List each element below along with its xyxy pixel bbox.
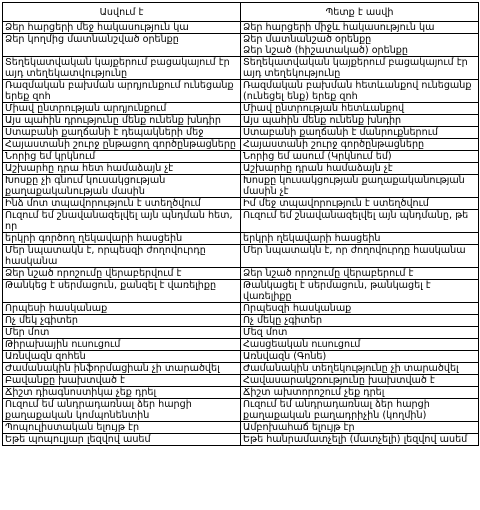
said-cell: Պոպուլիստական ելույթ էր — [3, 422, 241, 434]
table-row — [3, 115, 479, 127]
should-say-cell: Հայաստանի շուրջ գործընթացները — [241, 139, 479, 151]
table-row — [3, 399, 479, 422]
said-cell: Ռազմական բախման արդյունքում ունեցանք երեք զոհ — [3, 80, 241, 103]
should-say-cell: Այս պահին մենք ունենք խնդիր — [241, 115, 479, 127]
should-say-cell: երկրի ղեկավարի հասցեին — [241, 233, 479, 245]
said-cell: Ձեր հարցերի մեջ հակասություն կա — [3, 22, 241, 34]
should-say-cell: Ձեր նշած որոշումը վերաբերում է — [241, 268, 479, 280]
should-say-cell: Մեր նպատակն է, որ ժողովուրդը հասկանա — [241, 245, 479, 268]
should-say-cell: Ոչ մեկը չգիտեր — [241, 315, 479, 327]
should-say-cell: Տեղեկատվական կայքերում բացակայում էր այդ տեղեկությունը — [241, 57, 479, 80]
said-cell: Թանկեց է սերմացուն, քանզել է վառելիքը — [3, 280, 241, 303]
table-row — [3, 245, 479, 268]
column-header-said: Ասվում է — [3, 3, 241, 22]
should-say-cell: Աշխարհը դրան համաձայն չէ — [241, 163, 479, 175]
table-row — [3, 434, 479, 446]
table-row — [3, 198, 479, 210]
table-row — [3, 210, 479, 233]
should-say-cell: Ուզում եմ շնավանազելվել այն պնդմանը, թե — [241, 210, 479, 233]
should-say-cell: Ձեր մատնանշած օրենքը Ձեր նշած (հիշատակած) օրենքը — [241, 34, 479, 57]
column-header-should-say: Պետք է ասվի — [241, 3, 479, 22]
table-row — [3, 303, 479, 315]
table-row — [3, 280, 479, 303]
should-say-cell: Առնվազն (Գոնե) — [241, 351, 479, 363]
said-cell: Հայաստանի շուրջ ընթացող գործընթացները — [3, 139, 241, 151]
said-cell: Որպեսի հասկանաք — [3, 303, 241, 315]
table-row — [3, 34, 479, 57]
should-say-cell: Միավ ընտրության հետևանքով — [241, 103, 479, 115]
said-cell: Ժամանակին ինֆորմացիան չի տարածվել — [3, 363, 241, 375]
should-say-cell: Խոսքը կուսակցության քաղաքականության մասին չէ — [241, 175, 479, 198]
table-row — [3, 351, 479, 363]
should-say-cell: Ձեր հարցերի միջև հակասություն կա — [241, 22, 479, 34]
said-cell: Ինձ մոտ տպավորություն է ստեղծվում — [3, 198, 241, 210]
table-row — [3, 175, 479, 198]
table-row — [3, 233, 479, 245]
said-cell: Ձեր կողմից մատնանշված օրենքը — [3, 34, 241, 57]
should-say-cell: Ճիշտ ախտորոշում չեք դրել — [241, 387, 479, 399]
said-cell: Թիրախային ուսուցում — [3, 339, 241, 351]
should-say-cell: Ամբոխահաճ ելույթ էր — [241, 422, 479, 434]
table-row — [3, 22, 479, 34]
table-row — [3, 375, 479, 387]
table-row — [3, 57, 479, 80]
table-row — [3, 422, 479, 434]
should-say-cell: Մեզ մոտ — [241, 327, 479, 339]
should-say-cell: Եթե հանրամատչելի (մատչելի) լեզվով ասեմ — [241, 434, 479, 446]
said-cell: Ոչ մեկ չգիտեր — [3, 315, 241, 327]
said-cell: Միավ ընտրության արդյունքում — [3, 103, 241, 115]
table-row — [3, 103, 479, 115]
said-cell: Ուզում եմ անդրադառնալ ձեր հարցի քաղաքական կոմպոնենտին — [3, 399, 241, 422]
table-row — [3, 339, 479, 351]
should-say-cell: Ռազմական բախման հետևանքով ունեցանք (ունեցել ենք) երեք զոհ — [241, 80, 479, 103]
should-say-cell: Ստաբանի քաղճանի է մանրուքներում — [241, 127, 479, 139]
should-say-cell: Հասցեական ուսուցում — [241, 339, 479, 351]
said-cell: Աշխարհը դրա հետ համաձայն չէ — [3, 163, 241, 175]
said-cell: Ուզում եմ շնավանազելվել այն պնդման հետ, որ — [3, 210, 241, 233]
table-row — [3, 139, 479, 151]
table-row — [3, 363, 479, 375]
said-cell: երկրի գործող ղեկավարի հասցեին — [3, 233, 241, 245]
table-row — [3, 151, 479, 163]
said-cell: Մեր նպատակն է, որպեսզի ժողովուրդը հասկանա — [3, 245, 241, 268]
table-body — [3, 22, 479, 446]
table-row — [3, 327, 479, 339]
should-say-cell: Ուզում եմ անդրադառնալ ձեր հարցի քաղաքական բաղադրիչին (կողմին) — [241, 399, 479, 422]
said-cell: Եթե պոպուլյար լեզվով ասեմ — [3, 434, 241, 446]
said-cell: Նորից եմ կրկնում — [3, 151, 241, 163]
said-cell: Ճիշտ դիագնոստիկա չեք դրել — [3, 387, 241, 399]
said-cell: Տեղեկատվական կայքերում բացակայում էր այդ տեղեկատվությունը — [3, 57, 241, 80]
should-say-cell: Հավասարակշռությունը խախտված է — [241, 375, 479, 387]
said-cell: Մեր մոտ — [3, 327, 241, 339]
table-row — [3, 127, 479, 139]
table-row — [3, 387, 479, 399]
table-row — [3, 80, 479, 103]
said-cell: Այս պահին դրությունը մենք ունենք խնդիր — [3, 115, 241, 127]
table-header-row — [3, 3, 479, 22]
should-say-cell: Թանկացել է սերմացուն, թանկացել է վառելիքը — [241, 280, 479, 303]
said-cell: Առնվազն զոհեն — [3, 351, 241, 363]
table-row — [3, 315, 479, 327]
said-cell: Խոսքը չի գնում կուսակցության քաղաքականության մասին — [3, 175, 241, 198]
said-cell: Բավանքը խախտված է — [3, 375, 241, 387]
should-say-cell: Որպեսզի հասկանաք — [241, 303, 479, 315]
said-cell: Ստաբանի քաղճանի է դեպակների մեջ — [3, 127, 241, 139]
table-row — [3, 268, 479, 280]
should-say-cell: Նորից եմ ասում (Կրկնում եմ) — [241, 151, 479, 163]
should-say-cell: Ժամանակին տեղեկությունը չի տարածվել — [241, 363, 479, 375]
phrase-correction-table — [2, 2, 479, 446]
said-cell: Ձեր նշած որոշումը վերաբերվում է — [3, 268, 241, 280]
should-say-cell: Իմ մեջ տպավորություն է ստեղծվում — [241, 198, 479, 210]
table-row — [3, 163, 479, 175]
